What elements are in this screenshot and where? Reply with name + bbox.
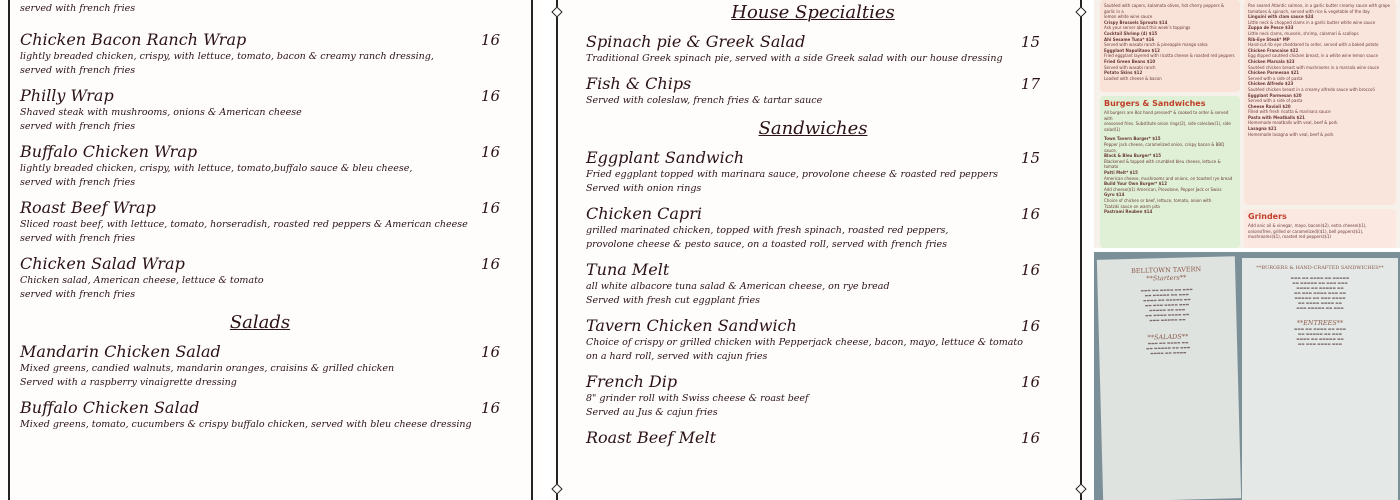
section-title-house-specialties: House Specialties [731,2,895,23]
item-desc: lightly breaded chicken, crispy, with lettuce, tomato, bacon & creamy ranch dressing, [20,51,434,62]
menu-item-spinach-pie [586,32,1040,66]
burgers-sandwiches-title: Burgers & Sandwiches [1104,99,1206,108]
section-title-sandwiches: Sandwiches [758,118,868,139]
menu-thumbnails-column [1094,0,1400,500]
item-desc: Mixed greens, candied walnuts, mandarin oranges, craisins & grilled chicken [20,363,395,374]
item-desc: served with french fries [20,177,136,188]
burgers-lines: All burgers are 8oz hand pressed* & cooked to order & served with seasoned fries. Substitute onion rings(2), side coleslaw(1), side salad(1) Town Tavern Burger* $15 Pepper jack cheese, caramelized onion, crispy bacon & BBQ sauce, Black & Bleu Burger* $15 Blackened & topped with crumbled bleu cheese, lettuce & tomato Patti Melt* $15 American cheese, mushrooms and onions, on toasted rye bread Build Your Own Burger* $12 Add cheese($1) American, Provolone, Pepper Jack or Swiss Gyro $14 Choice of chicken or beef, lettuce, tomato, onion with Tzatziki sauce on warm pita Pastrami Reuben $14 [1104,110,1233,215]
photo-left-body-2: ▬▬▬ ▬▬ ▬▬▬▬ ▬▬ ▬▬ ▬▬▬▬▬ ▬▬ ▬▬▬ ▬▬▬▬ ▬▬ ▬▬▬▬ [1146,340,1191,356]
item-desc: served with french fries [20,65,136,76]
item-name: Roast Beef Wrap [20,198,156,217]
ornament-icon [551,483,562,494]
menu-item-chicken-bacon-ranch-wrap [20,30,500,78]
item-price: 16 [480,399,500,417]
menu-item-tavern-chicken-sandwich [586,316,1040,364]
item-desc: grilled marinated chicken, topped with fresh spinach, roasted red peppers, [586,225,949,236]
menu-item-eggplant-sandwich [586,148,1040,196]
menu-item-roast-beef-melt [586,428,1040,448]
printed-menu-photo-thumbnail[interactable] [1094,252,1400,500]
item-desc: Fried eggplant topped with marinara sauce, provolone cheese & roasted red peppers [586,169,998,180]
item-price: 15 [1020,149,1040,167]
item-desc: Served with a raspberry vinaigrette dressing [20,377,237,388]
photo-left-title: BELLTOWN TAVERN [1130,265,1202,275]
item-price: 17 [1020,75,1040,93]
grinders-title: Grinders [1248,212,1287,221]
ornament-icon [551,6,562,17]
photo-right-body: ▬▬▬ ▬▬ ▬▬▬▬ ▬▬ ▬▬▬▬▬ ▬▬ ▬▬▬▬▬ ▬▬ ▬▬▬ ▬▬▬ ▬▬▬▬ ▬▬ ▬▬▬▬▬ ▬▬ ▬▬ ▬▬▬ ▬▬▬▬ ▬▬▬ ▬▬ ▬▬▬▬▬ ▬▬ ▬▬▬ ▬▬▬▬ ▬▬ ▬▬▬▬ ▬▬▬▬ ▬▬ ▬▬▬ ▬▬▬▬▬ ▬▬ ▬▬▬ [1290,276,1350,310]
item-name: Tuna Melt [586,260,670,279]
item-price: 16 [480,343,500,361]
photo-left-starters: **Starters** [1146,273,1187,283]
section-title-salads: Salads [229,312,291,333]
grinders-lines: Add onic oil & vinegar, mayo, bacon($2), extra cheese($1), onions(free, grilled or caramelized)($1), bell peppers($1), mushrooms($1), roasted red peppers($1) [1248,223,1367,240]
item-name: Chicken Bacon Ranch Wrap [20,30,247,49]
menu-page-wraps-salads [0,0,540,500]
item-price: 16 [1020,429,1040,447]
item-desc: served with french fries [20,233,136,244]
item-desc: served with french fries [20,289,136,300]
item-price: 16 [480,31,500,49]
menu-item-roast-beef-wrap [20,198,500,246]
item-desc: Chicken salad, American cheese, lettuce & tomato [20,275,264,286]
item-desc: Served with onion rings [586,183,702,194]
item-desc: served with french fries [20,121,136,132]
menu-item-buffalo-chicken-salad [20,398,500,432]
item-name: Buffalo Chicken Salad [20,398,200,417]
ornament-icon [1075,6,1086,17]
item-name: Tavern Chicken Sandwich [586,316,797,335]
item-name: Spinach pie & Greek Salad [586,32,806,51]
item-price: 16 [1020,373,1040,391]
menu-photo-left-page [1097,256,1241,500]
item-price: 16 [480,87,500,105]
menu-item-buffalo-chicken-wrap [20,142,500,190]
item-price: 16 [480,199,500,217]
photo-right-title: **BURGERS & HAND-CRAFTED SANDWICHES** [1256,265,1384,271]
left-border-rule [8,0,10,500]
item-desc: Served with fresh cut eggplant fries [586,295,760,306]
menu-item-tuna-melt [586,260,1040,308]
item-desc: Shaved steak with mushrooms, onions & American cheese [20,107,302,118]
menu-item-philly-wrap [20,86,500,134]
item-name: Mandarin Chicken Salad [20,342,221,361]
right-border-rule [531,0,533,500]
photo-right-body-2: ▬▬▬ ▬▬ ▬▬▬▬ ▬▬ ▬▬▬ ▬▬ ▬▬▬▬▬ ▬▬ ▬▬▬ ▬▬▬▬ ▬▬ ▬▬▬▬▬ ▬▬ ▬▬ ▬▬▬ ▬▬▬▬ ▬▬▬ [1293,327,1347,346]
item-name: Roast Beef Melt [586,428,717,447]
menu-item-french-dip [586,372,1040,420]
item-name: Chicken Salad Wrap [20,254,185,273]
right-border-rule [1080,0,1082,500]
left-border-rule [556,0,558,500]
item-desc: all white albacore tuna salad & American cheese, on rye bread [586,281,890,292]
photo-left-salads: **SALADS** [1147,332,1189,342]
item-desc: Served au Jus & cajun fries [586,407,718,418]
menu-page-specialties-sandwiches [550,0,1090,500]
item-price: 16 [1020,205,1040,223]
item-name: Fish & Chips [586,74,692,93]
item-name: Buffalo Chicken Wrap [20,142,198,161]
appetizers-box [1100,0,1240,92]
burgers-sandwiches-box [1100,96,1240,248]
photo-right-entrees: **ENTREES** [1296,319,1344,327]
item-desc: lightly breaded chicken, crispy, with lettuce, tomato,buffalo sauce & bleu cheese, [20,163,413,174]
ornament-icon [1075,483,1086,494]
item-name: Philly Wrap [20,86,114,105]
previous-item-fragment: served with french fries [20,3,136,14]
item-price: 16 [480,255,500,273]
digital-menu-thumbnail[interactable] [1094,0,1400,248]
item-price: 15 [1020,33,1040,51]
item-desc: on a hard roll, served with cajun fries [586,351,768,362]
item-name: Eggplant Sandwich [586,148,745,167]
entrees-box [1244,0,1396,205]
entrees-lines: Pan seared Atlantic salmon, in a garlic butter creamy sauce with grape tomatoes & spinach, served with rice & vegetable of the day Linguini with clam sauce $24 Little neck & chopped clams in a garlic butter white wine sauce Zuppa de Pesce $33 Little neck clams, mussels, shrimp, calamari & scallops Rib-Eye Steak* MP Hand-cut rib eye cheddared to order, served with a baked potato Chicken Francaise $22 Egg dipped sautéed chicken breast, in a white wine lemon sauce Chicken Marsala $23 Sautéed chicken breast with mushrooms in a marsala wine sauce Chicken Parmesan $21 Served with a side of pasta Chicken Alfredo $23 Sautéed chicken breast in a creamy alfredo sauce with broccoli Eggplant Parmesan $20 Served with a side of pasta Cheese Ravioli $20 Filled with fresh ricotta & marinara sauce Pasta with Meatballs $21 Homemade meatballs with veal, beef & pork Lasagna $21 Homemade lasagna with veal, beef & pork [1248,3,1391,137]
item-price: 16 [1020,261,1040,279]
item-name: Chicken Capri [586,204,702,223]
item-desc: Choice of crispy or grilled chicken with Pepperjack cheese, bacon, mayo, lettuce & tomato [586,337,1023,348]
menu-item-mandarin-chicken-salad [20,342,500,390]
photo-left-body: ▬▬▬ ▬▬ ▬▬▬▬ ▬▬ ▬▬▬ ▬▬ ▬▬▬▬▬ ▬▬ ▬▬▬ ▬▬▬▬ ▬▬ ▬▬▬▬▬ ▬▬ ▬▬ ▬▬▬ ▬▬▬▬ ▬▬▬ ▬▬▬▬▬ ▬▬ ▬▬▬ ▬▬ ▬▬▬▬ ▬▬▬▬ ▬▬ ▬▬▬ ▬▬▬▬▬ ▬▬ [1140,287,1193,323]
menu-item-chicken-capri [586,204,1040,252]
item-desc: Mixed greens, tomato, cucumbers & crispy buffalo chicken, served with bleu cheese dressing [20,419,472,430]
menu-item-fish-and-chips [586,74,1040,108]
grinders-box [1244,209,1396,248]
item-desc: provolone cheese & pesto sauce, on a toasted roll, served with french fries [586,239,948,250]
item-desc: 8" grinder roll with Swiss cheese & roast beef [586,393,809,404]
menu-item-chicken-salad-wrap [20,254,500,302]
appetizers-lines: Sautéed with capers, kalamata olives, hot cherry peppers & garlic in a lemon white wine sauce Crispy Brussels Sprouts $14 Ask your server about this week's toppings Cocktail Shrimp (4) $15 Ahi Sesame Tuna* $16 Served with wasabi ranch & pineapple mango salsa Eggplant Napolitano $12 Fried eggplant layered with ricotta cheese & roasted red peppers Fried Green Beans $10 Served with wasabi ranch Potato Skins $12 Loaded with cheese & bacon [1104,3,1235,81]
item-desc: Sliced roast beef, with lettuce, tomato, horseradish, roasted red peppers & American cheese [20,219,468,230]
item-price: 16 [1020,317,1040,335]
item-name: French Dip [586,372,678,391]
item-desc: Traditional Greek spinach pie, served with a side Greek salad with our house dressing [586,53,1003,64]
item-desc: Served with coleslaw, french fries & tartar sauce [586,95,823,106]
item-price: 16 [480,143,500,161]
menu-photo-right-page [1242,258,1398,500]
